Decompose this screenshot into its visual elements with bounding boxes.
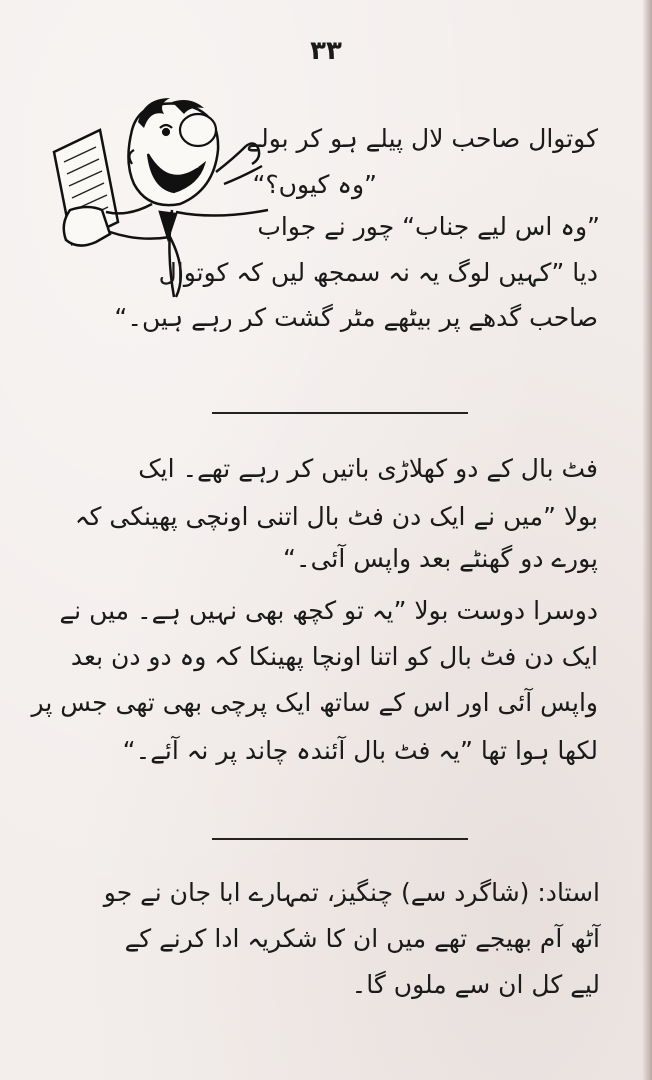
- section-divider-1: [212, 412, 468, 414]
- joke2-line-6: واپس آئی اور اس کے ساتھ ایک پرچی بھی تھی جس پر: [31, 688, 598, 717]
- joke1-line-5: صاحب گدھے پر بیٹھے مٹر گشت کر رہے ہیں۔“: [114, 303, 598, 332]
- joke2-line-3: پورے دو گھنٹے بعد واپس آئی۔“: [282, 544, 598, 573]
- cartoon-hand-left: [64, 207, 110, 246]
- joke3-line-2: آٹھ آم بھیجے تھے میں ان کا شکریہ ادا کرنے کے: [124, 924, 600, 953]
- joke3-line-3: لیے کل ان سے ملوں گا۔: [351, 970, 600, 999]
- joke1-line-1: کوتوال صاحب لال پیلے ہو کر بولے: [246, 124, 598, 153]
- page-spine-shadow: [642, 0, 652, 1080]
- joke2-line-1: فٹ بال کے دو کھلاڑی باتیں کر رہے تھے۔ ایک: [138, 454, 598, 483]
- joke3-line-1: استاد: (شاگرد سے) چنگیز، تمہارے ابا جان نے جو: [103, 878, 600, 907]
- joke2-line-4: دوسرا دوست بولا ”یہ تو کچھ بھی نہیں ہے۔ میں نے: [59, 596, 598, 625]
- joke2-line-2: بولا ”میں نے ایک دن فٹ بال اتنی اونچی پھینکی کہ: [74, 502, 598, 531]
- joke1-line-3: ”وہ اس لیے جناب“ چور نے جواب: [257, 212, 600, 241]
- joke1-line-4: دیا ”کہیں لوگ یہ نہ سمجھ لیں کہ کوتوال: [158, 258, 598, 287]
- page-number: ۳۳: [310, 36, 342, 66]
- joke1-line-2: ”وہ کیوں؟“: [252, 170, 377, 199]
- section-divider-2: [212, 838, 468, 840]
- joke2-line-5: ایک دن فٹ بال کو اتنا اونچا پھینکا کہ وہ دو دن بعد: [70, 642, 598, 671]
- joke2-line-7: لکھا ہوا تھا ”یہ فٹ بال آئندہ چاند پر نہ آئے۔“: [122, 736, 598, 765]
